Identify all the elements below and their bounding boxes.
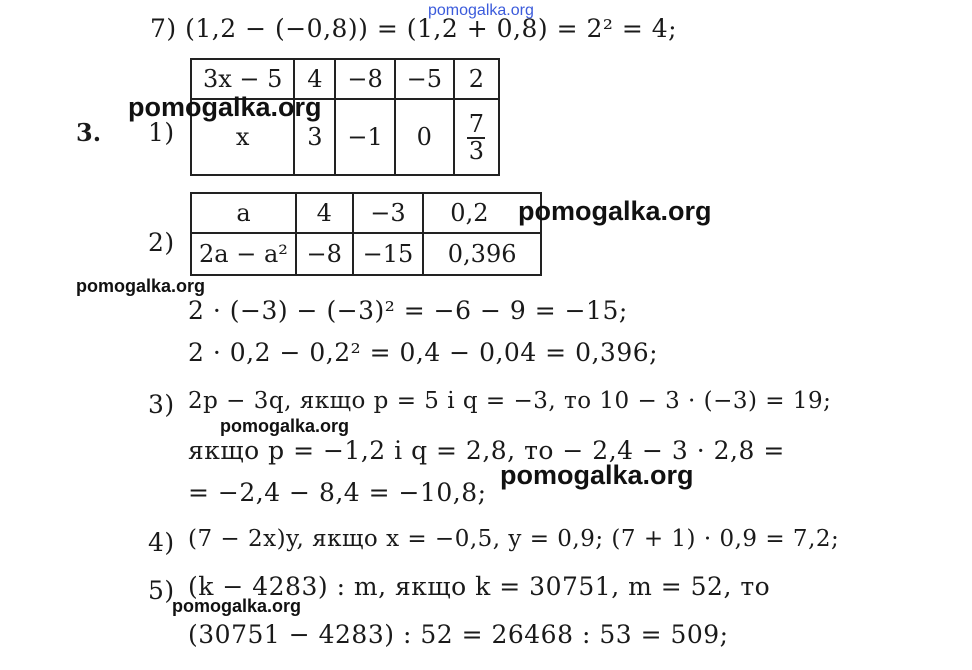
table-cell: 2 — [454, 59, 499, 99]
table-cell: a — [191, 193, 296, 233]
table-cell: x — [191, 99, 294, 175]
table-cell: 0,396 — [423, 233, 541, 275]
table-cell: −3 — [353, 193, 424, 233]
watermark: pomogalka.org — [172, 596, 302, 616]
watermark: pomogalka.org — [220, 416, 350, 436]
part2-label: 2) — [148, 228, 175, 257]
table-cell: −1 — [335, 99, 394, 175]
table-cell: 3 — [294, 99, 335, 175]
part1-label: 1) — [148, 118, 175, 147]
table-cell: 0 — [395, 99, 454, 175]
table-cell: −5 — [395, 59, 454, 99]
part4-line-1: (7 − 2x)y, якщо x = −0,5, y = 0,9; (7 + 1) · 0,9 = 7,2; — [188, 526, 840, 552]
table-cell: −8 — [296, 233, 353, 275]
table-cell: 2a − a² — [191, 233, 296, 275]
table-cell: −8 — [335, 59, 394, 99]
table-cell: −15 — [353, 233, 424, 275]
top-equation-line: 7) (1,2 − (−0,8)) = (1,2 + 0,8) = 2² = 4; — [150, 14, 678, 43]
watermark: pomogalka.org — [128, 92, 322, 122]
table-cell: 0,2 — [423, 193, 541, 233]
watermark: pomogalka.org — [500, 460, 694, 490]
part2-calculation-1: 2 · (−3) − (−3)² = −6 − 9 = −15; — [188, 296, 628, 325]
part5-line-1: (k − 4283) : m, якщо k = 30751, m = 52, то — [188, 572, 771, 601]
part5-label: 5) — [148, 576, 175, 605]
problem-number: 3. — [76, 118, 102, 147]
table-cell: 4 — [296, 193, 353, 233]
part5-line-2: (30751 − 4283) : 52 = 26468 : 53 = 509; — [188, 620, 729, 649]
fraction-numerator: 7 — [468, 109, 485, 138]
watermark: pomogalka.org — [518, 196, 712, 226]
table-cell: 4 — [294, 59, 335, 99]
part4-label: 4) — [148, 528, 175, 557]
part3-line-3: = −2,4 − 8,4 = −10,8; — [188, 478, 487, 507]
watermark: pomogalka.org — [76, 276, 206, 296]
watermark-top: pomogalka.org — [428, 2, 534, 19]
table-part2 — [190, 192, 542, 276]
part3-line-2: якщо p = −1,2 і q = 2,8, то − 2,4 − 3 · 2,8 = — [188, 436, 785, 465]
table-cell: 3x − 5 — [191, 59, 294, 99]
fraction-denominator: 3 — [468, 137, 485, 165]
part3-line-1: 2p − 3q, якщо p = 5 і q = −3, то 10 − 3 · (−3) = 19; — [188, 388, 832, 414]
part3-label: 3) — [148, 390, 175, 419]
part2-calculation-2: 2 · 0,2 − 0,2² = 0,4 − 0,04 = 0,396; — [188, 338, 659, 367]
table-cell-fraction — [454, 99, 499, 175]
